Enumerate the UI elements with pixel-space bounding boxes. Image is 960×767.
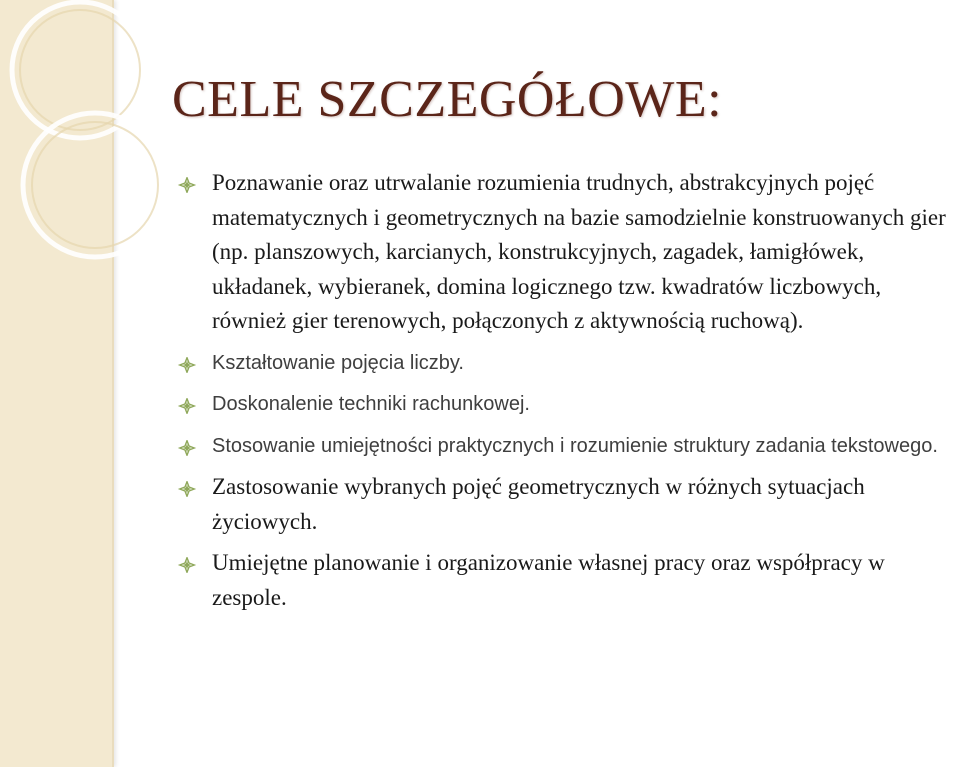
diamond-four-petal-icon [176, 440, 198, 456]
bullet-text-5: Zastosowanie wybranych pojęć geometrycznych w różnych sytuacjach życiowych. [212, 474, 865, 534]
list-item [176, 470, 956, 539]
diamond-four-petal-icon [176, 177, 198, 193]
bullet-text-6: Umiejętne planowanie i organizowanie własnej pracy oraz współpracy w zespole. [212, 550, 885, 610]
diamond-four-petal-icon [176, 481, 198, 497]
page-title: CELE SZCZEGÓŁOWE: [172, 71, 723, 128]
diamond-four-petal-icon [176, 398, 198, 414]
decorative-rings [0, 0, 160, 300]
bullet-text-1-content: Poznawanie oraz utrwalanie rozumienia trudnych, abstrakcyjnych pojęć matematycznych i geometrycznych na bazie samodzielnie konstruowanych gier (np. planszowych, karcianych, konstrukcyjnych, zagadek, łamigłówek, układanek, wybieranek, domina logicznego tzw. kwadratów liczbowych, również gier terenowych, połączonych z aktywnością ruchową). [212, 170, 946, 333]
list-item [176, 546, 956, 615]
bullet-text-4: Stosowanie umiejętności praktycznych i rozumienie struktury zadania tekstowego. [212, 434, 938, 457]
bullet-text-2: Kształtowanie pojęcia liczby. [212, 351, 464, 374]
list-item [176, 166, 956, 339]
bullet-text-3: Doskonalenie techniki rachunkowej. [212, 393, 530, 415]
list-item [176, 346, 956, 381]
list-item [176, 429, 956, 464]
bullet-list [176, 166, 956, 615]
list-item [176, 387, 956, 422]
diamond-four-petal-icon [176, 557, 198, 573]
bullet-text-1 [212, 166, 956, 339]
diamond-four-petal-icon [176, 357, 198, 373]
